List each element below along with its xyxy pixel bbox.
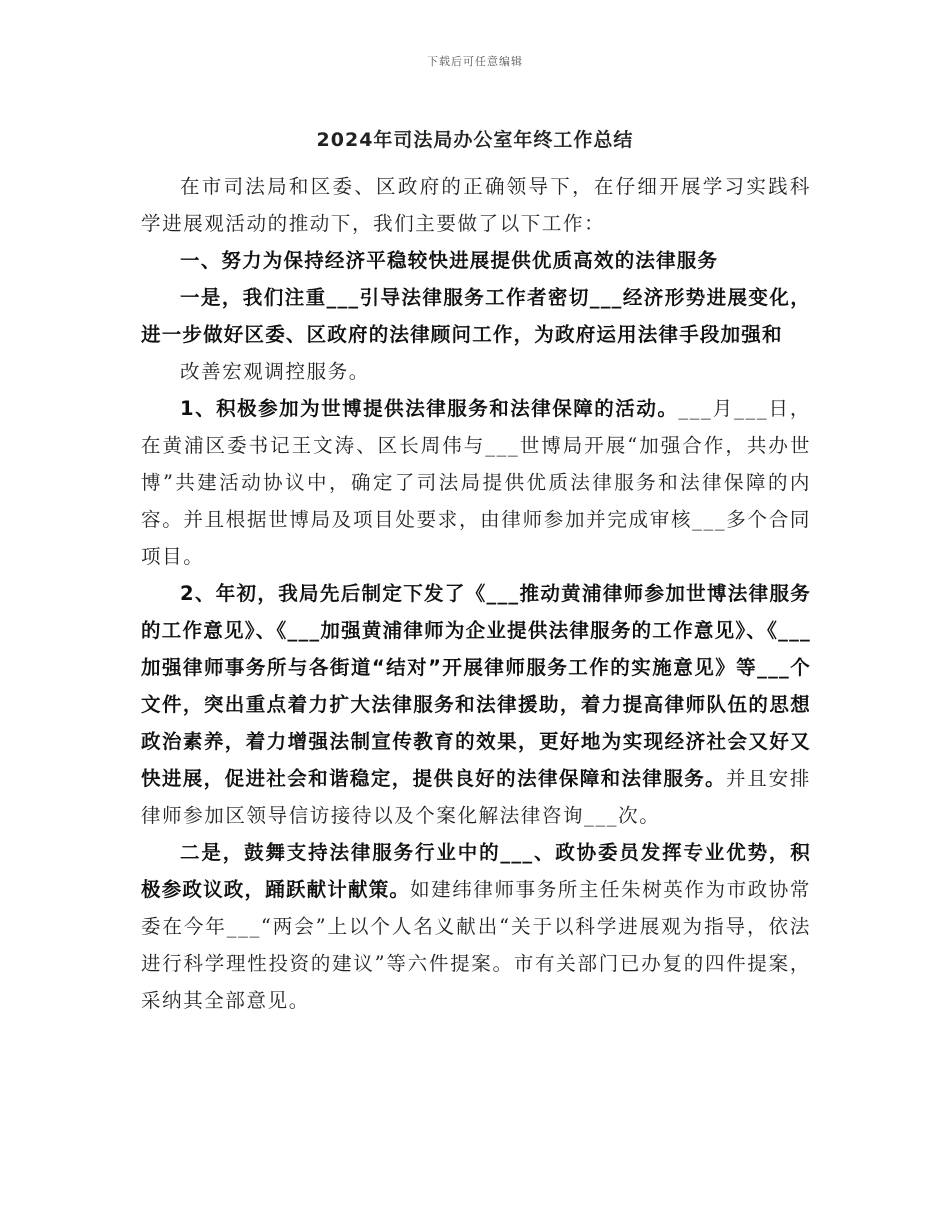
- point-two-text: 如建纬律师事务所主任朱树英作为市政协常委在今年___“两会”上以个人名义献出“关于以科学进展观为指导，依法进行科学理性投资的建议”等六件提案。市有关部门已办复的四件提案，采纳其全部意见。: [141, 878, 812, 1012]
- paragraph-point-one: 一是，我们注重___引导法律服务工作者密切___经济形势进展变化，进一步做好区委、区政府的法律顾问工作，为政府运用法律手段加强和: [141, 286, 811, 346]
- point-two-lead: 二是，鼓舞支持法律服务行业中的___、政协委员发挥专业优势，积极参政议政，踊跃献计献策。: [141, 841, 811, 901]
- page-header-note: 下载后可任意编辑: [427, 55, 523, 68]
- item-2-lead: 2、年初，我局先后制定下发了《___推动黄浦律师参加世博法律服务的工作意见》、《___加强黄浦律师为企业提供法律服务的工作意见》、《___加强律师事务所与各街道“结对”开展律师服务工作的实施意见》等___个文件，突出重点着力扩大法律服务和法律援助，着力提高律师队伍的思想政治素养，着力增强法制宣传教育的效果，更好地为实现经济社会又好又快进展，促进社会和谐稳定，提供良好的法律保障和法律服务。: [141, 582, 811, 790]
- item-1-lead: 1、积极参加为世博提供法律服务和法律保障的活动。: [180, 397, 679, 420]
- paragraph-item-1: [141, 390, 811, 575]
- section-heading-1: 一、努力为保持经济平稳较快进展提供优质高效的法律服务: [180, 249, 719, 272]
- paragraph-item-2: [141, 575, 811, 834]
- paragraph-intro: 在市司法局和区委、区政府的正确领导下，在仔细开展学习实践科学进展观活动的推动下，我们主要做了以下工作：: [141, 175, 811, 235]
- item-2-text: 并且安排律师参加区领导信访接待以及个案化解法律咨询___次。: [141, 767, 811, 827]
- document-title: 2024年司法局办公室年终工作总结: [316, 129, 634, 151]
- document-body: [141, 168, 811, 1019]
- paragraph-continuation: 改善宏观调控服务。: [180, 360, 370, 383]
- item-1-text: ___月___日，在黄浦区委书记王文涛、区长周伟与___世博局开展“加强合作，共办世博”共建活动协议中，确定了司法局提供优质法律服务和法律保障的内容。并且根据世博局及项目处要求，由律师参加并完成审核___多个合同项目。: [141, 397, 811, 568]
- paragraph-point-two: [141, 834, 811, 1019]
